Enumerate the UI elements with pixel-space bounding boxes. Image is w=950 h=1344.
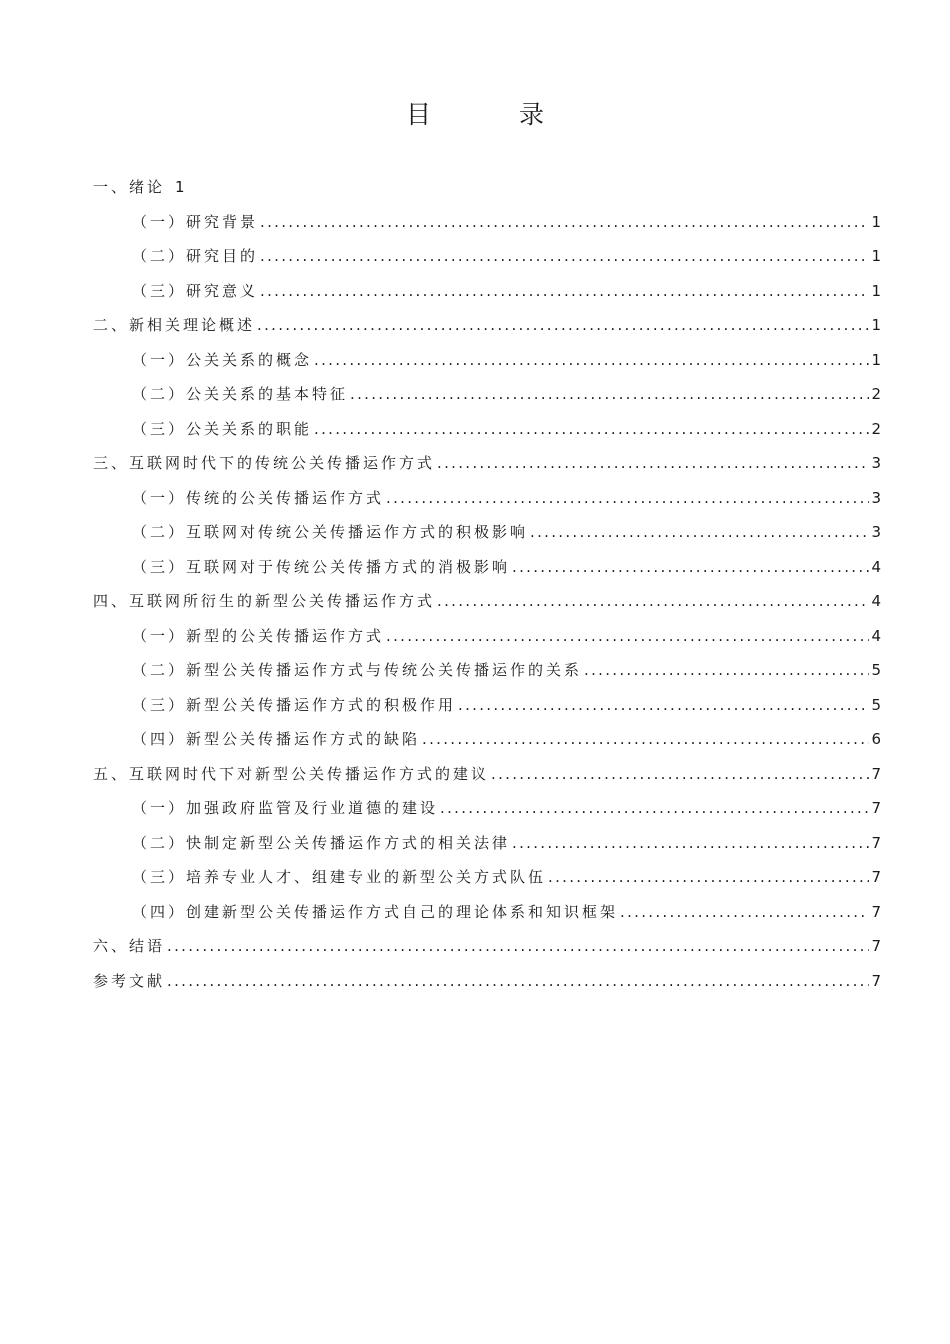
toc-entry-label: （二）互联网对传统公关传播运作方式的积极影响 <box>132 523 529 541</box>
toc-entry-label: （三）研究意义 <box>132 281 259 300</box>
toc-entry-label: （二）新型公关传播运作方式与传统公关传播运作的关系 <box>132 661 583 679</box>
toc-entry[interactable] <box>93 418 881 453</box>
toc-entry[interactable] <box>93 866 881 901</box>
toc-dot-leader <box>491 765 869 783</box>
toc-dot-leader <box>620 903 869 921</box>
toc-entry-label: （一）研究背景 <box>132 212 259 231</box>
toc-entry-label: 一、绪论 <box>93 178 166 196</box>
toc-page-number: 1 <box>871 247 881 265</box>
toc-entry[interactable] <box>93 797 881 832</box>
toc-entry-label: （二）快制定新型公关传播运作方式的相关法律 <box>132 833 511 852</box>
toc-entry[interactable] <box>93 280 881 315</box>
toc-page-number: 7 <box>871 833 881 852</box>
toc-entry-label: （三）互联网对于传统公关传播方式的消极影响 <box>132 557 511 576</box>
toc-page-number: 5 <box>871 695 881 714</box>
toc-dot-leader <box>530 523 869 541</box>
toc-entry-label: （一）加强政府监管及行业道德的建设 <box>132 799 439 817</box>
toc-page-number: 1 <box>871 212 881 231</box>
toc-entry[interactable] <box>93 901 881 936</box>
toc-entry-label: （二）公关关系的基本特征 <box>132 385 349 403</box>
toc-entry[interactable] <box>93 349 881 384</box>
toc-entry-label: （一）公关关系的概念 <box>132 350 313 369</box>
toc-entry[interactable] <box>93 556 881 591</box>
toc-entry[interactable] <box>93 383 881 418</box>
toc-page-number: 1 <box>871 281 881 300</box>
toc-page-number: 4 <box>871 592 881 610</box>
toc-entry[interactable] <box>93 452 881 487</box>
toc-dot-leader <box>386 627 869 645</box>
toc-entry-label: （四）创建新型公关传播运作方式自己的理论体系和知识框架 <box>132 902 619 921</box>
toc-page-number: 2 <box>871 385 881 403</box>
toc-dot-leader <box>350 385 869 403</box>
toc-dot-leader <box>314 420 869 438</box>
toc-page-number: 7 <box>871 868 881 886</box>
toc-entry[interactable] <box>93 245 881 280</box>
toc-dot-leader <box>458 696 869 714</box>
toc-page-number: 1 <box>175 178 185 196</box>
toc-page-number: 3 <box>871 523 881 541</box>
toc-entry[interactable] <box>93 935 881 970</box>
toc-page-number: 1 <box>871 350 881 369</box>
toc-entry-label: （二）研究目的 <box>132 247 259 265</box>
toc-page-number: 1 <box>871 316 881 334</box>
toc-entry[interactable] <box>93 521 881 556</box>
toc-entry-label: （三）公关关系的职能 <box>132 419 313 438</box>
toc-dot-leader <box>260 213 869 231</box>
toc-page-number: 7 <box>871 764 881 783</box>
toc-entry[interactable] <box>93 728 881 763</box>
toc-entry[interactable] <box>93 211 881 246</box>
toc-page-number: 7 <box>871 971 881 990</box>
toc-dot-leader <box>512 558 869 576</box>
toc-dot-leader <box>440 799 869 817</box>
toc-dot-leader <box>386 489 869 507</box>
toc-entry[interactable] <box>93 970 881 1005</box>
toc-entry-label: （三）新型公关传播运作方式的积极作用 <box>132 695 457 714</box>
toc-dot-leader <box>422 730 869 748</box>
toc-dot-leader <box>548 868 869 886</box>
toc-entry[interactable] <box>93 590 881 625</box>
toc-entry-label: 三、互联网时代下的传统公关传播运作方式 <box>93 454 436 472</box>
toc-dot-leader <box>167 937 869 955</box>
toc-entry[interactable] <box>93 487 881 522</box>
toc-dot-leader <box>584 661 869 679</box>
toc-entry-label: （一）新型的公关传播运作方式 <box>132 626 385 645</box>
toc-entry[interactable] <box>93 832 881 867</box>
toc-entry-label: （一）传统的公关传播运作方式 <box>132 488 385 507</box>
toc-page-number: 4 <box>871 557 881 576</box>
toc-entry[interactable] <box>93 659 881 694</box>
toc-page-number: 7 <box>871 799 881 817</box>
toc-page-number: 2 <box>871 419 881 438</box>
toc-entry-label: （三）培养专业人才、组建专业的新型公关方式队伍 <box>132 868 547 886</box>
toc-entry-label: 参考文献 <box>93 971 166 990</box>
toc-dot-leader <box>437 454 869 472</box>
toc-entry[interactable] <box>93 625 881 660</box>
toc-dot-leader <box>314 351 869 369</box>
toc-entry-label: 六、结语 <box>93 937 166 955</box>
toc-page-number: 3 <box>871 488 881 507</box>
toc-dot-leader <box>512 834 869 852</box>
toc-entry-label: 五、互联网时代下对新型公关传播运作方式的建议 <box>93 764 490 783</box>
toc-dot-leader <box>260 247 869 265</box>
toc-dot-leader <box>437 592 869 610</box>
toc-page-number: 6 <box>871 730 881 748</box>
toc-dot-leader <box>167 972 869 990</box>
toc-page-number: 7 <box>871 937 881 955</box>
toc-page-number: 3 <box>871 454 881 472</box>
toc-dot-leader <box>257 316 869 334</box>
toc-dot-leader <box>260 282 869 300</box>
toc-entry-label: 四、互联网所衍生的新型公关传播运作方式 <box>93 592 436 610</box>
toc-list <box>93 176 881 1004</box>
toc-entry-label: 二、新相关理论概述 <box>93 316 256 334</box>
toc-entry[interactable] <box>93 763 881 798</box>
toc-entry-label: （四）新型公关传播运作方式的缺陷 <box>132 730 421 748</box>
toc-page-number: 4 <box>871 626 881 645</box>
toc-page-number: 5 <box>871 661 881 679</box>
toc-entry[interactable] <box>93 176 881 211</box>
toc-title: 目 录 <box>406 100 584 129</box>
toc-entry[interactable] <box>93 694 881 729</box>
toc-entry[interactable] <box>93 314 881 349</box>
toc-page-number: 7 <box>871 902 881 921</box>
